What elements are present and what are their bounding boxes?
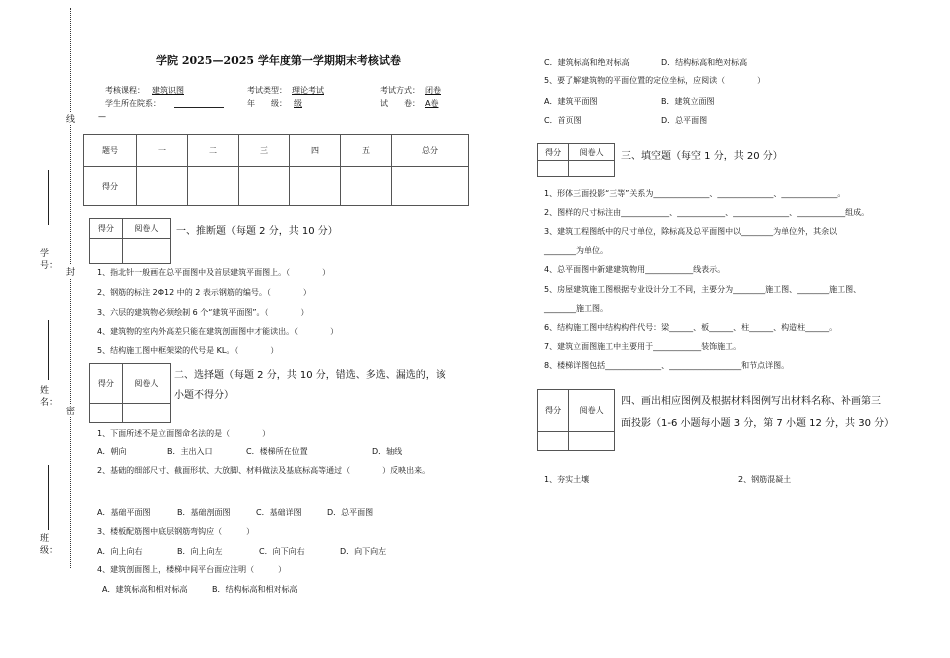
score-cell — [188, 167, 239, 206]
course-value: 建筑识图 — [152, 86, 184, 95]
score-table-col-4: 四 — [290, 135, 341, 167]
sec2-q3: 3、楼板配筋图中底层钢筋弯钩应（ ） — [97, 527, 255, 536]
grader-score-label: 得分 — [538, 390, 569, 432]
sec2-q4-opt: C．建筑标高和绝对标高 — [544, 58, 630, 67]
sec2-q4-opt: D．结构标高和绝对标高 — [661, 58, 748, 67]
score-table-col-5: 五 — [341, 135, 392, 167]
binding-char-feng: 封 — [66, 265, 75, 278]
sec3-heading: 三、填空题（每空 1 分，共 20 分） — [621, 151, 783, 162]
sec1-heading: 一、推断题（每题 2 分，共 10 分） — [176, 226, 338, 237]
sec3-item: 2、图样的尺寸标注由____________、____________、______________、____________组成。 — [544, 208, 870, 217]
sec2-q2-opt: C．基础详图 — [256, 508, 302, 517]
score-table-col-2: 二 — [188, 135, 239, 167]
sec2-q2-opt: A．基础平面图 — [97, 508, 151, 517]
sec2-q3-opt: B．向上向左 — [177, 547, 223, 556]
name-label: 姓 名： — [40, 386, 59, 408]
score-table-col-1: 一 — [137, 135, 188, 167]
sec3-grader-box — [537, 143, 615, 177]
grader-name-label: 阅卷人 — [122, 364, 170, 404]
sec2-q1-opt: D．轴线 — [372, 447, 403, 456]
score-table-row2-label: 得分 — [84, 167, 137, 206]
grade-label: 年 级： — [247, 99, 287, 108]
sec3-item: 6、结构施工图中结构构件代号：梁______、板______、柱______、构造柱______。 — [544, 323, 838, 332]
grader-score-label: 得分 — [90, 364, 123, 404]
sec2-q2-opt: D．总平面图 — [327, 508, 374, 517]
grader-score-label: 得分 — [538, 144, 569, 161]
department-blank — [174, 98, 224, 108]
sec3-item: 8、楼梯详图包括______________、__________________和节点详图。 — [544, 361, 790, 370]
sec2-q4-opt: A．建筑标高和相对标高 — [102, 585, 188, 594]
score-cell — [392, 167, 469, 206]
grader-cell — [538, 161, 569, 177]
binding-char-mi: 密 — [66, 404, 75, 417]
score-table-col-total: 总分 — [392, 135, 469, 167]
score-table-col-3: 三 — [239, 135, 290, 167]
sec3-item: 5、房屋建筑施工图根据专业设计分工不同，主要分为________施工图、________施工图、 — [544, 285, 862, 294]
exam-type-label: 考试类型： — [247, 86, 287, 95]
score-cell — [341, 167, 392, 206]
sec3-item: ________施工图。 — [544, 304, 608, 313]
sec2-heading-line1: 二、选择题（每题 2 分，共 10 分，错选、多选、漏选的，该 — [174, 370, 446, 381]
sec1-grader-box — [89, 218, 171, 264]
sec2-q3-opt: A．向上向右 — [97, 547, 143, 556]
sec2-q3-opt: D．向下向左 — [340, 547, 387, 556]
grader-cell — [122, 404, 170, 423]
sec4-item: 1、夯实土壤 — [544, 475, 590, 484]
header-dash: — — [98, 112, 106, 121]
sec2-q1-opt: C．楼梯所在位置 — [246, 447, 308, 456]
sec2-q5-opt: A．建筑平面图 — [544, 97, 598, 106]
grader-cell — [538, 432, 569, 451]
sec3-item: 7、建筑立面图施工中主要用于____________装饰施工。 — [544, 342, 742, 351]
sec1-item: 1、指北针一般画在总平面图中及首层建筑平面图上。（ ） — [97, 268, 331, 277]
grader-cell — [122, 239, 170, 264]
paper-value: A卷 — [425, 99, 439, 108]
grader-name-label: 阅卷人 — [122, 219, 170, 239]
grader-score-label: 得分 — [90, 219, 123, 239]
exam-mode-label: 考试方式： — [380, 86, 420, 95]
binding-char-xian: 线 — [66, 112, 75, 125]
grader-cell — [569, 432, 615, 451]
sec1-item: 2、钢筋的标注 2Φ12 中的 2 表示钢筋的编号。（ ） — [97, 288, 311, 297]
sec2-q4-opt: B．结构标高和相对标高 — [212, 585, 298, 594]
sec3-item: 1、形体三面投影“三等”关系为______________、______________、______________。 — [544, 189, 846, 198]
name-line — [48, 320, 49, 380]
sec2-q2-opt: B．基础剖面图 — [177, 508, 231, 517]
student-id-line — [48, 170, 49, 225]
sec2-q1-opt: B．主出入口 — [167, 447, 213, 456]
grader-cell — [90, 404, 123, 423]
exam-mode-value: 闭卷 — [425, 86, 441, 95]
exam-type-value: 理论考试 — [292, 86, 324, 95]
sec2-q5-opt: B．建筑立面图 — [661, 97, 715, 106]
sec1-item: 5、结构施工图中框架梁的代号是 KL。（ ） — [97, 346, 279, 355]
sec4-heading-line1: 四、画出相应图例及根据材料图例写出材料名称、补画第三 — [621, 396, 881, 407]
grader-name-label: 阅卷人 — [569, 144, 615, 161]
sec3-item: ________为单位。 — [544, 246, 608, 255]
sec1-item: 3、六层的建筑物必须绘制 6 个“建筑平面图”。（ ） — [97, 308, 309, 317]
sec2-q3-opt: C．向下向右 — [259, 547, 305, 556]
sec4-item: 2、钢筋混凝土 — [738, 475, 792, 484]
score-table-row1-label: 题号 — [84, 135, 137, 167]
sec4-heading-line2: 面投影（1-6 小题每小题 3 分，第 7 小题 12 分，共 30 分） — [621, 418, 895, 429]
sec2-q5-opt: D．总平面图 — [661, 116, 708, 125]
score-cell — [239, 167, 290, 206]
sec2-q2: 2、基础的细部尺寸、截面形状、大放脚、材料做法及基底标高等通过（ ）反映出来。 — [97, 466, 431, 475]
grader-name-label: 阅卷人 — [569, 390, 615, 432]
course-label: 考核课程： — [105, 86, 145, 95]
sec2-heading-line2: 小题不得分） — [174, 390, 234, 401]
sec2-q5: 5、要了解建筑物的平面位置的定位坐标，应阅读（ ） — [544, 76, 766, 85]
score-table — [83, 134, 469, 206]
department-label: 学生所在院系： — [105, 99, 161, 108]
binding-dotted-line — [70, 8, 71, 568]
score-cell — [137, 167, 188, 206]
sec3-item: 3、建筑工程图纸中的尺寸单位，除标高及总平面图中以________为单位外，其余以 — [544, 227, 838, 236]
sec1-item: 4、建筑物的室内外高差只能在建筑剖面图中才能读出。（ ） — [97, 327, 339, 336]
sec2-q1: 1、下面所述不是立面图命名法的是（ ） — [97, 429, 271, 438]
class-line — [48, 465, 49, 530]
sec3-item: 4、总平面图中新建建筑物用____________线表示。 — [544, 265, 726, 274]
paper-label: 试 卷： — [380, 99, 420, 108]
sec2-q5-opt: C．首页图 — [544, 116, 582, 125]
class-label: 班 级： — [40, 534, 59, 556]
grader-cell — [90, 239, 123, 264]
sec2-grader-box — [89, 363, 171, 423]
sec4-grader-box — [537, 389, 615, 451]
grader-cell — [569, 161, 615, 177]
sec2-q4: 4、建筑剖面图上，楼梯中间平台面应注明（ ） — [97, 565, 287, 574]
sec2-q1-opt: A．朝向 — [97, 447, 127, 456]
student-id-label: 学 号： — [40, 249, 59, 271]
score-cell — [290, 167, 341, 206]
exam-title: 学院 2025—2025 学年度第一学期期末考核试卷 — [156, 54, 401, 67]
grade-value: 级 — [294, 99, 302, 108]
